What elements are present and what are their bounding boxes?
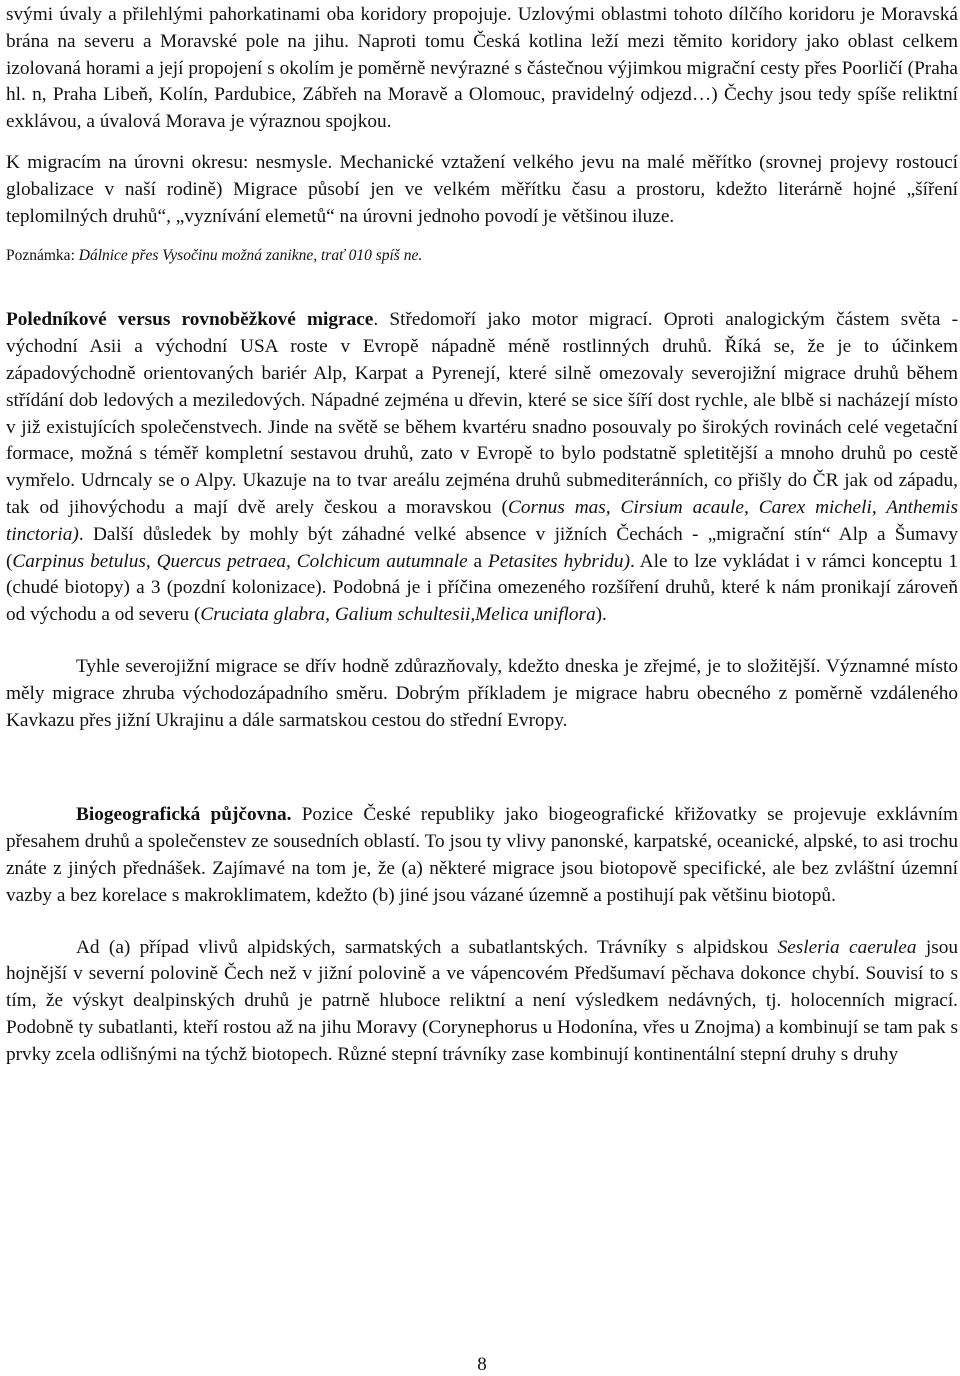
paragraph-district-migrations: K migracím na úrovni okresu: nesmysle. Mechanické vztažení velkého jevu na malé měřítko (srovnej projevy rostoucí globalizace v naší rodině) Migrace působí jen ve velkém měřítku času a prostoru, kdežto literárně hojné „šíření teplomilných druhů“, „vyznívání elemetů“ na úrovni jednoho povodí je většinou iluze. (6, 151, 958, 227)
note (6, 246, 958, 266)
species-list: Carpinus betulus, Quercus petraea, Colchicum autumnale (12, 550, 468, 572)
note-label: Poznámka: (6, 247, 75, 265)
note-text: Dálnice přes Vysočinu možná zanikne, trať 010 spíš ne. (78, 247, 423, 265)
species-name: Sesleria caerulea (777, 936, 917, 958)
paragraph-case-a: Ad (a) případ vlivů alpidských, sarmatských a subatlantských. Trávníky s alpidskou Sesleria caerulea jsou hojnější v severní polovině Čech než v jižní polovině a ve vápencovém Předšumaví pěchava dokonce chybí. Souvisí to s tím, že výskyt dealpinských druhů je patrně hluboce reliktní a není výsledkem nedávných, tj. holocenních migrací. Podobně ty subatlanti, kteří rostou až na jihu Moravy (Corynephorus u Hodonína, vřes u Znojma) a kombinují se tam pak s prvky zcela odlišnými na týchž biotopech. Různé stepní trávníky zase kombinují kontinentální stepní druhy s druhy (6, 936, 958, 1065)
document-page (6, 0, 958, 1374)
paragraph-biogeographic-loan: Biogeografická půjčovna. Pozice České republiky jako biogeografické křižovatky se projevuje exklávním přesahem druhů a společenstev ze sousedních oblastí. To jsou ty vlivy panonské, karpatské, oceanické, alpské, to asi trochu znáte z jiných přednášek. Zajímavé na tom je, že (a) některé migrace jsou biotopově specifické, ale bez zvláštní územní vazby a bez korelace s makroklimatem, kdežto (b) jiné jsou vázané územně a postihují pak většinu biotopů. (6, 804, 958, 906)
section-heading-migrations: Poledníkové versus rovnoběžkové migrace (6, 309, 374, 331)
section-heading-loan: Biogeografická půjčovna. (76, 804, 292, 826)
species-list: Cruciata glabra, Galium schultesii,Melica uniflora (200, 604, 596, 626)
species-list: Petasites hybridu) (488, 550, 630, 572)
species-list: Cornus mas, Cirsium acaule, Carex micheli, Anthemis tinctoria) (6, 496, 958, 545)
page-number: 8 (477, 1354, 487, 1375)
paragraph-east-west-migrations: Tyhle severojižní migrace se dřív hodně zdůrazňovaly, kdežto dneska je zřejmé, je to složitější. Významné místo měly migrace zhruba východozápadního směru. Dobrým příkladem je migrace habru obecného z poměrně vzdáleného Kavkazu přes jižní Ukrajinu a dále sarmatskou cestou do střední Evropy. (6, 655, 958, 731)
paragraph-corridors: svými úvaly a přilehlými pahorkatinami oba koridory propojuje. Uzlovými oblastmi tohoto dílčího koridoru je Moravská brána na severu a Moravské pole na jihu. Naproti tomu Česká kotlina leží mezi těmito koridory jako oblast celkem izolovaná horami a její propojení s okolím je poměrně nevýrazné s částečnou výjimkou migrační cesty přes Poorličí (Praha hl. n, Praha Libeň, Kolín, Pardubice, Zábřeh na Moravě a Olomouc, pravidelný odjezd…) Čechy jsou tedy spíše reliktní exklávou, a úvalová Morava je výraznou spojkou. (6, 4, 958, 133)
paragraph-meridional-migrations: Poledníkové versus rovnoběžkové migrace. Středomoří jako motor migrací. Oproti analogickým částem světa - východní Asii a východní USA roste v Evropě nápadně méně rostlinných druhů. Říká se, že je to účinkem západovýchodně orientovaných bariér Alp, Karpat a Pyrenejí, které silně omezovaly severojižní migrace druhů během střídání dob ledových a meziledových. Nápadné zejména u dřevin, které se sice šíří dost rychle, ale blbě si nacházejí místo v již existujících společenstvech. Jinde na světě se během kvartéru snadno posouvaly po širokých rovinách celé vegetační formace, možná s téměř kompletní sestavou druhů, zato v Evropě to bylo podstatně spletitější a mnoho druhů po cestě vymřelo. Udrncaly se o Alpy. Ukazuje na to tvar areálu zejména druhů submediteránních, co přišly do ČR jak od západu, tak od jihovýchodu a mají dvě arely českou a moravskou (Cornus mas, Cirsium acaule, Carex micheli, Anthemis tinctoria). Další důsledek by mohly být záhadné velké absence v jižních Čechách - „migrační stín“ Alp a Šumavy (Carpinus betulus, Quercus petraea, Colchicum autumnale a Petasites hybridu). Ale to lze vykládat i v rámci konceptu 1 (chudé biotopy) a 3 (pozdní kolonizace). Podobná je i příčina omezeného rozšíření druhů, které k nám pronikají zároveň od východu a od severu (Cruciata glabra, Galium schultesii,Melica uniflora). (6, 309, 959, 626)
